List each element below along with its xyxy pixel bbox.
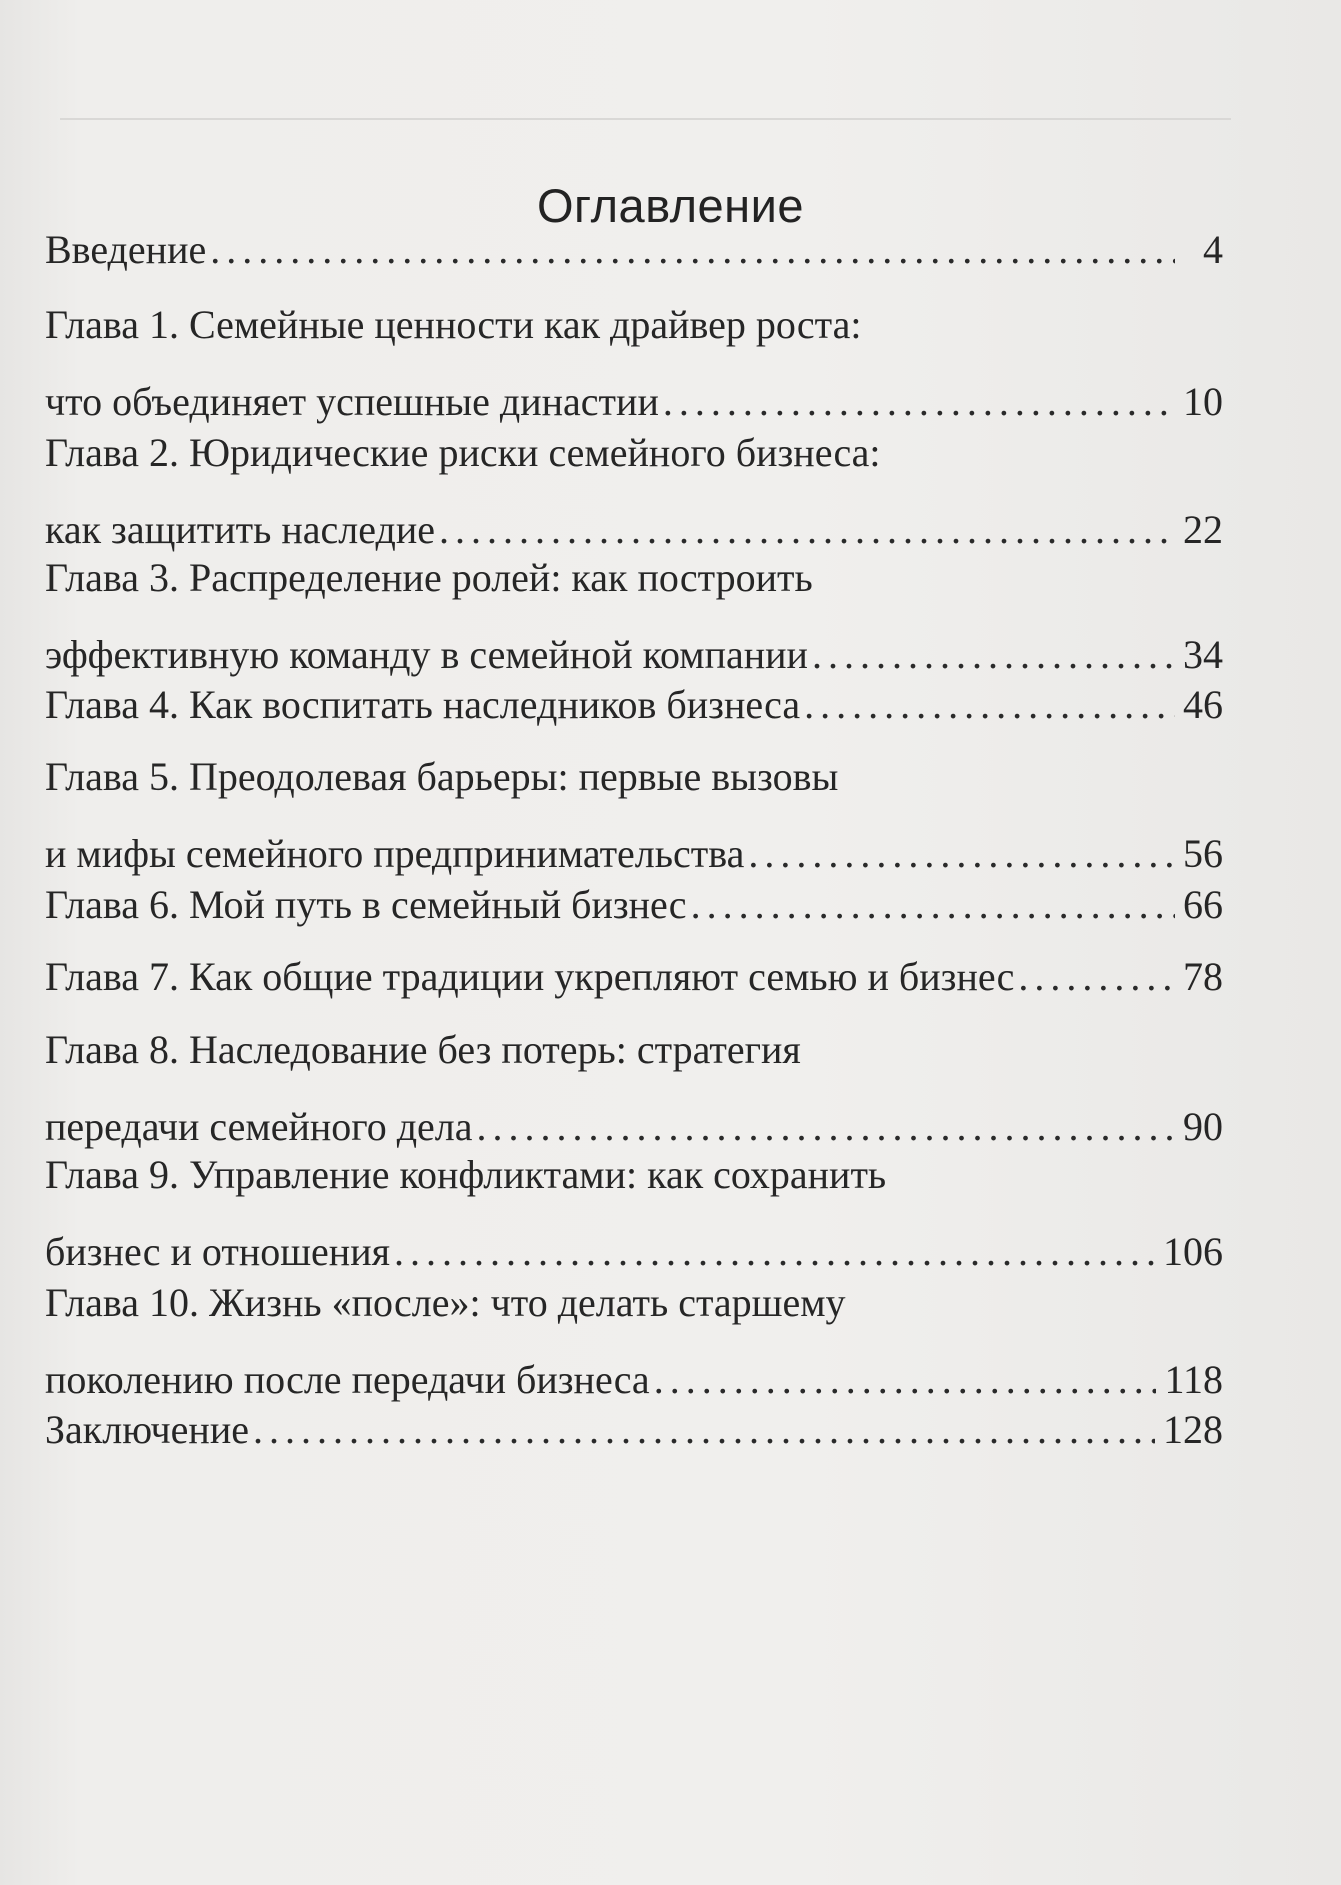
toc-entry-line bbox=[45, 1355, 1223, 1405]
toc-entry-line bbox=[45, 1025, 1223, 1075]
toc-entry bbox=[45, 752, 1223, 879]
toc-entry-title: Глава 5. Преодолевая барьеры: первые вызовы bbox=[45, 754, 839, 799]
toc-entry-title: Глава 6. Мой путь в семейный бизнес bbox=[45, 882, 687, 927]
toc-entry bbox=[45, 428, 1223, 555]
toc-entry bbox=[45, 680, 1223, 730]
toc-entry bbox=[45, 225, 1223, 275]
dot-leader bbox=[663, 377, 1175, 427]
toc-entry bbox=[45, 1278, 1223, 1405]
dot-leader bbox=[394, 1227, 1155, 1277]
toc-page-number: 90 bbox=[1183, 1104, 1223, 1149]
toc-entry-line bbox=[45, 880, 1223, 930]
toc-page-number: 56 bbox=[1183, 831, 1223, 876]
toc-page-number: 128 bbox=[1163, 1407, 1223, 1452]
toc-page-number: 118 bbox=[1164, 1357, 1223, 1402]
toc-entry-title: бизнес и отношения bbox=[45, 1229, 390, 1274]
toc-entry-title: Глава 10. Жизнь «после»: что делать старшему bbox=[45, 1280, 846, 1325]
toc-entry-title: поколению после передачи бизнеса bbox=[45, 1357, 650, 1402]
toc-entry bbox=[45, 1405, 1223, 1455]
dot-leader bbox=[804, 680, 1175, 730]
toc-entry-line bbox=[45, 225, 1223, 275]
toc-entry-line bbox=[45, 553, 1223, 603]
dot-leader bbox=[253, 1405, 1155, 1455]
toc-page-number: 46 bbox=[1183, 682, 1223, 727]
toc-entry-line bbox=[45, 377, 1223, 427]
toc-page-number: 66 bbox=[1183, 882, 1223, 927]
toc-entry-line bbox=[45, 630, 1223, 680]
toc-entry-title: Глава 4. Как воспитать наследников бизнеса bbox=[45, 682, 801, 727]
dot-leader bbox=[439, 505, 1175, 555]
toc-entry-title: и мифы семейного предпринимательства bbox=[45, 831, 745, 876]
dot-leader bbox=[654, 1355, 1157, 1405]
toc-entry-line bbox=[45, 1227, 1223, 1277]
toc-entry-line bbox=[45, 952, 1223, 1002]
toc-entry bbox=[45, 880, 1223, 930]
dot-leader bbox=[748, 829, 1175, 879]
toc-entry-title: Глава 8. Наследование без потерь: стратегия bbox=[45, 1027, 801, 1072]
toc-entry-line bbox=[45, 505, 1223, 555]
toc-entry-title: Глава 2. Юридические риски семейного бизнеса: bbox=[45, 430, 881, 475]
dot-leader bbox=[477, 1102, 1175, 1152]
dot-leader bbox=[210, 225, 1175, 275]
toc-entry-title: передачи семейного дела bbox=[45, 1104, 473, 1149]
toc-page-number: 78 bbox=[1183, 954, 1223, 999]
toc-page-number: 4 bbox=[1203, 227, 1223, 272]
dot-leader bbox=[812, 630, 1175, 680]
page-title: Оглавление bbox=[536, 179, 805, 232]
toc-entry-title: Введение bbox=[45, 227, 207, 272]
dot-leader bbox=[691, 880, 1175, 930]
toc-entry bbox=[45, 553, 1223, 680]
toc-entry-line bbox=[45, 1405, 1223, 1455]
toc-entry-title: Глава 7. Как общие традиции укрепляют семью и бизнес bbox=[45, 954, 1015, 999]
header-rule bbox=[60, 118, 1231, 120]
toc-entry-line bbox=[45, 752, 1223, 802]
toc-entry-title: Глава 1. Семейные ценности как драйвер роста: bbox=[45, 302, 862, 347]
toc-entry bbox=[45, 300, 1223, 427]
toc-entry-line bbox=[45, 1150, 1223, 1200]
toc-page-number: 106 bbox=[1163, 1229, 1223, 1274]
toc-entry-title: как защитить наследие bbox=[45, 507, 435, 552]
toc-entry-line bbox=[45, 428, 1223, 478]
toc-entry-title: Глава 3. Распределение ролей: как построить bbox=[45, 555, 813, 600]
toc-entry-title: что объединяет успешные династии bbox=[45, 379, 659, 424]
toc-page-number: 10 bbox=[1183, 379, 1223, 424]
toc-entry-line bbox=[45, 680, 1223, 730]
toc-entry-title: Глава 9. Управление конфликтами: как сохранить bbox=[45, 1152, 887, 1197]
toc-page-number: 22 bbox=[1183, 507, 1223, 552]
toc-entry bbox=[45, 1025, 1223, 1152]
toc-entry-title: Заключение bbox=[45, 1407, 249, 1452]
dot-leader bbox=[1018, 952, 1175, 1002]
toc-entry-line bbox=[45, 829, 1223, 879]
toc-entry bbox=[45, 952, 1223, 1002]
toc-entry bbox=[45, 1150, 1223, 1277]
toc-page-number: 34 bbox=[1183, 632, 1223, 677]
toc-entry-line bbox=[45, 1102, 1223, 1152]
toc-entry-title: эффективную команду в семейной компании bbox=[45, 632, 808, 677]
toc-entry-line bbox=[45, 300, 1223, 350]
toc-entry-line bbox=[45, 1278, 1223, 1328]
